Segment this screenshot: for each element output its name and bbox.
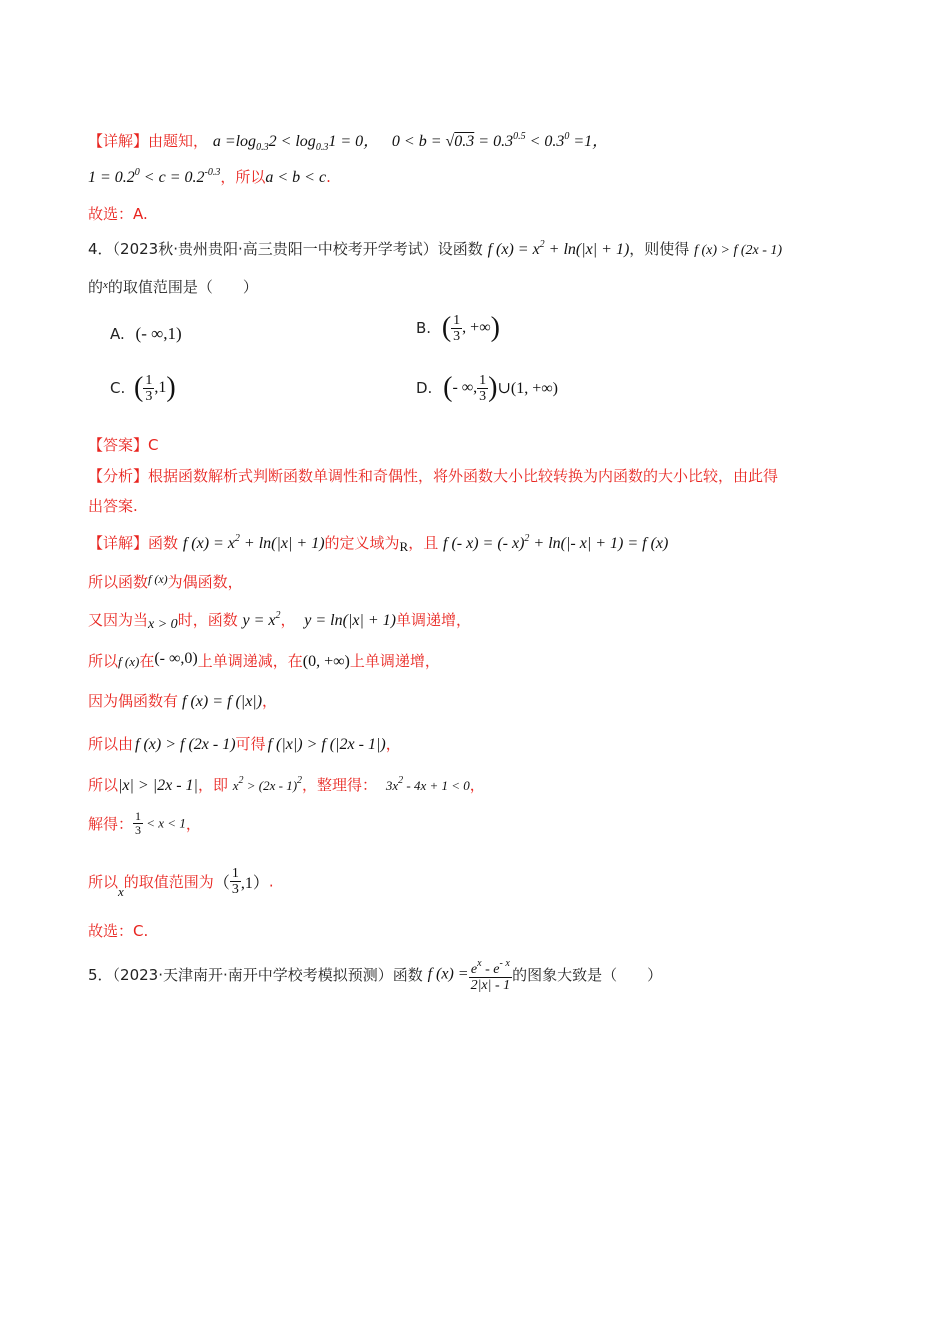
solution-line-2: 所以函数$^{f (x)}$为偶函数，	[88, 572, 243, 591]
math-a: $a =\log_{0.3}2 < \log_{0.3}1 = 0$，	[212, 133, 380, 153]
detail-intro: 由题知，	[148, 132, 209, 150]
solution-line-9: 所以x的取值范围为（ $\frac{1}{3}$ ,1）.	[88, 866, 274, 899]
analysis-line-2: 出答案.	[88, 497, 138, 515]
choice-c: 故选：C.	[88, 922, 149, 940]
q4-ineq: f (x) > f (2x - 1)	[694, 243, 783, 258]
math-c: $1 = 0.2^0 < c = 0.2^{-0.3}$	[88, 167, 221, 186]
analysis-line-1: 【分析】根据函数解析式判断函数单调性和奇偶性，将外函数大小比较转换为内函数的大小比较，由此得	[88, 467, 779, 485]
solution-line-1: 【详解】函数 f $(x) = x^2 + \ln(|x| + 1)$的定义域为R，且 f (- x) = (- x)$^2$ + ln(|- x| + 1) = f (x)	[88, 533, 669, 554]
solution-line-5: 因为偶函数有 f (x) = f (|x|)，	[88, 692, 278, 710]
solution-line-7: 所以|x| > |2x - 1|，即 $x^2 > (2x - 1)^2$，整理得： $3x^2 - 4x + 1 < 0$，	[88, 775, 485, 794]
q4-func: f $(x) = x^2 + \ln(|x| + 1)$	[487, 239, 630, 258]
q4-stem-2: 的$^x$的取值范围是（ ）	[88, 278, 258, 296]
solution-line-6: 所以由 f (x) > f (2x - 1)可得 f (|x|) > f (|2x - 1|)，	[88, 735, 401, 753]
option-a[interactable]: A. (- ∞,1)	[110, 324, 182, 343]
detail-line-1	[88, 128, 608, 153]
option-b[interactable]: B. ( $\frac{1}{3}$ , +∞)	[416, 312, 500, 344]
detail-tag: 【详解】	[88, 132, 149, 150]
solution-line-3: 又因为当x > 0时，函数 $y = x^2$， y = ln(|x| + 1)单调递增，	[88, 610, 471, 632]
q4-source: （2023秋·贵州贵阳·高三贵阳一中校考开学考试）	[112, 240, 438, 258]
solution-line-8: 解得： $\frac{1}{3}$ < x < 1，	[88, 809, 201, 837]
choice-a: 故选：A.	[88, 205, 148, 223]
detail-line-2: $1 = 0.2^0 < c = 0.2^{-0.3}$，所以a < b < c.	[88, 167, 331, 186]
q5-stem: 5．（2023·天津南开·南开中学校考模拟预测）函数 f (x) = $\frac{e^x - e^{- x}}{2|x| - 1}$ 的图象大致是（ ）	[88, 958, 663, 993]
answer-value: C	[148, 436, 159, 454]
solution-line-4: 所以f (x)在(- ∞,0)上单调递减，在(0, +∞)上单调递增，	[88, 650, 440, 670]
q5-number: 5．	[88, 966, 113, 984]
option-d[interactable]: D. (- ∞, $\frac{1}{3}$ )∪(1, +∞)	[416, 372, 558, 404]
math-b: $0 < b = √0.3 = 0.3^{0.5} < 0.3^0 =1$，	[391, 131, 609, 150]
q4-number: 4．	[88, 240, 113, 258]
answer-line: 【答案】C	[88, 436, 159, 454]
option-c[interactable]: C. ( $\frac{1}{3}$ ,1)	[110, 372, 176, 404]
conclusion-text: 所以	[235, 168, 266, 186]
q4-stem: 4．（2023秋·贵州贵阳·高三贵阳一中校考开学考试）设函数 f $(x) = x^2 + \ln(|x| + 1)$，则使得 f (x) > f (2x - 1)	[88, 239, 783, 258]
conclusion-math: a < b < c	[265, 169, 327, 186]
q5-source: （2023·天津南开·南开中学校考模拟预测）	[112, 966, 393, 984]
